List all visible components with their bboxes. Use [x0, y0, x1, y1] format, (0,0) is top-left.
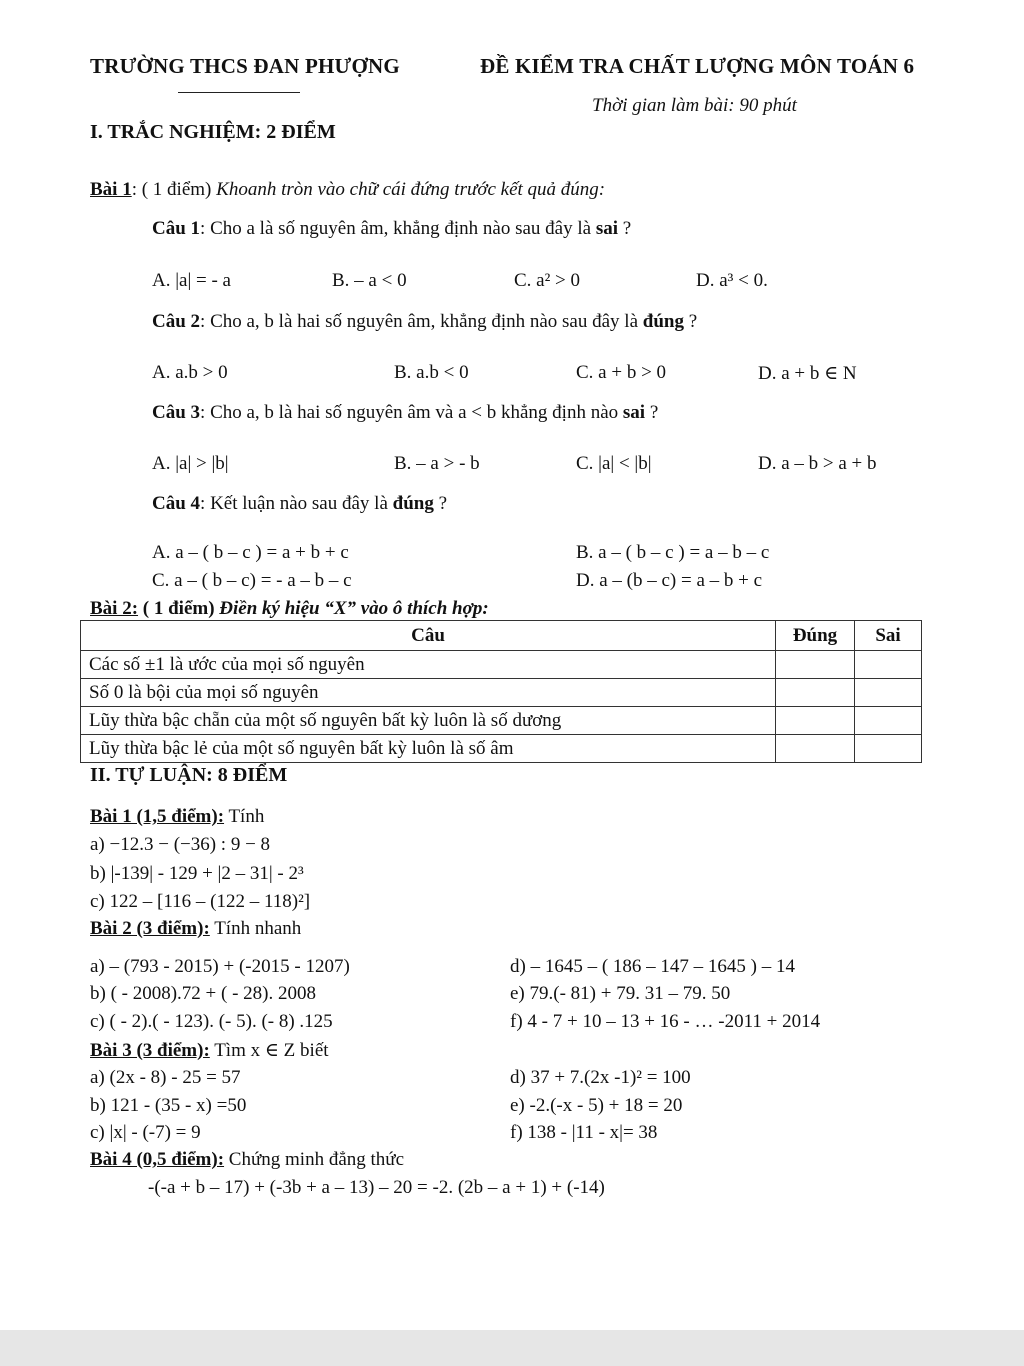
statement-cell: Lũy thừa bậc lẻ của một số nguyên bất kỳ luôn là số âm: [81, 735, 776, 763]
bai1-instruction: Khoanh tròn vào chữ cái đứng trước kết quả đúng:: [216, 179, 606, 200]
q2-option-b[interactable]: B. a.b < 0: [394, 362, 469, 383]
essay-bai3-d: d) 37 + 7.(2x -1)² = 100: [510, 1067, 691, 1088]
true-cell[interactable]: [776, 651, 855, 679]
q4-option-a[interactable]: A. a – ( b – c ) = a + b + c: [152, 542, 349, 563]
q4-option-b[interactable]: B. a – ( b – c ) = a – b – c: [576, 542, 770, 563]
bai1-label: Bài 1: [90, 179, 132, 200]
essay-bai3-heading: Bài 3 (3 điểm): Tìm x ∈ Z biết: [90, 1040, 329, 1061]
bai2-label: Bài 2:: [90, 598, 139, 619]
q1-option-b[interactable]: B. – a < 0: [332, 270, 407, 291]
essay-bai1-heading: Bài 1 (1,5 điểm): Tính: [90, 806, 265, 827]
q2-option-c[interactable]: C. a + b > 0: [576, 362, 667, 383]
question-3-label: Câu 3: [152, 402, 201, 423]
exam-title: ĐỀ KIỂM TRA CHẤT LƯỢNG MÔN TOÁN 6: [480, 54, 915, 78]
q3-option-a[interactable]: A. |a| > |b|: [152, 453, 229, 474]
table-row: [81, 679, 922, 707]
q1-option-a[interactable]: A. |a| = - a: [152, 270, 231, 291]
essay-bai3-b: b) 121 - (35 - x) =50: [90, 1095, 247, 1116]
table-header-row: [81, 621, 922, 651]
true-false-table: [80, 620, 922, 763]
essay-bai4-equation: -(-a + b – 17) + (-3b + a – 13) – 20 = -2. (2b – a + 1) + (-14): [148, 1177, 605, 1198]
viewer-footer-band: [0, 1330, 1024, 1366]
q4-option-c[interactable]: C. a – ( b – c) = - a – b – c: [152, 570, 352, 591]
true-cell[interactable]: [776, 707, 855, 735]
essay-bai2-d: d) – 1645 – ( 186 – 147 – 1645 ) – 14: [510, 956, 795, 977]
q4-option-d[interactable]: D. a – (b – c) = a – b + c: [576, 570, 763, 591]
essay-bai1-a: a) −12.3 − (−36) : 9 − 8: [90, 834, 271, 855]
column-header-true: Đúng: [776, 621, 855, 651]
q3-option-c[interactable]: C. |a| < |b|: [576, 453, 652, 474]
essay-bai1-c: c) 122 – [116 – (122 – 118)²]: [90, 891, 311, 912]
question-1-label: Câu 1: [152, 218, 201, 239]
table-row: [81, 707, 922, 735]
table-row: [81, 651, 922, 679]
essay-bai3-e: e) -2.(-x - 5) + 18 = 20: [510, 1095, 683, 1116]
question-2: Câu 2: Cho a, b là hai số nguyên âm, khẳng định nào sau đây là đúng ?: [152, 311, 698, 332]
essay-bai3-c: c) |x| - (-7) = 9: [90, 1122, 201, 1143]
question-4: Câu 4: Kết luận nào sau đây là đúng ?: [152, 493, 448, 514]
essay-bai3-a: a) (2x - 8) - 25 = 57: [90, 1067, 241, 1088]
false-cell[interactable]: [855, 651, 922, 679]
false-cell[interactable]: [855, 707, 922, 735]
bai1-points: : ( 1 điểm): [131, 179, 217, 200]
section-2-title: II. TỰ LUẬN: 8 ĐIỂM: [90, 764, 288, 786]
q3-option-b[interactable]: B. – a > - b: [394, 453, 480, 474]
essay-bai2-a: a) – (793 - 2015) + (-2015 - 1207): [90, 956, 350, 977]
school-name: TRƯỜNG THCS ĐAN PHƯỢNG: [90, 54, 400, 78]
true-cell[interactable]: [776, 735, 855, 763]
false-cell[interactable]: [855, 735, 922, 763]
true-cell[interactable]: [776, 679, 855, 707]
statement-cell: Số 0 là bội của mọi số nguyên: [81, 679, 776, 707]
question-4-label: Câu 4: [152, 493, 201, 514]
question-3: Câu 3: Cho a, b là hai số nguyên âm và a < b khẳng định nào sai ?: [152, 402, 659, 423]
column-header-statement: Câu: [81, 621, 776, 651]
essay-bai1-b: b) |-139| - 129 + |2 – 31| - 2³: [90, 863, 304, 884]
essay-bai4-heading: Bài 4 (0,5 điểm): Chứng minh đẳng thức: [90, 1149, 405, 1170]
essay-bai2-f: f) 4 - 7 + 10 – 13 + 16 - … -2011 + 2014: [510, 1011, 821, 1032]
q2-option-a[interactable]: A. a.b > 0: [152, 362, 228, 383]
question-1: Câu 1: Cho a là số nguyên âm, khẳng định nào sau đây là sai ?: [152, 218, 632, 239]
bai2-instruction: Điền ký hiệu “X” vào ô thích hợp:: [219, 598, 489, 619]
q2-option-d[interactable]: D. a + b ∈ N: [758, 363, 857, 384]
q3-option-d[interactable]: D. a – b > a + b: [758, 453, 877, 474]
section-1-title: I. TRẮC NGHIỆM: 2 ĐIỂM: [90, 121, 336, 143]
table-row: [81, 735, 922, 763]
essay-bai2-c: c) ( - 2).( - 123). (- 5). (- 8) .125: [90, 1011, 333, 1032]
bai1-heading: [90, 179, 605, 201]
bai2-heading: Bài 2: ( 1 điểm) Điền ký hiệu “X” vào ô thích hợp:: [90, 598, 489, 619]
false-cell[interactable]: [855, 679, 922, 707]
q1-option-c[interactable]: C. a² > 0: [514, 270, 581, 291]
essay-bai3-f: f) 138 - |11 - x|= 38: [510, 1122, 658, 1143]
essay-bai2-e: e) 79.(- 81) + 79. 31 – 79. 50: [510, 983, 731, 1004]
exam-time: Thời gian làm bài: 90 phút: [592, 95, 797, 116]
school-underline: [178, 92, 300, 93]
essay-bai2-b: b) ( - 2008).72 + ( - 28). 2008: [90, 983, 317, 1004]
q1-option-d[interactable]: D. a³ < 0.: [696, 270, 768, 291]
essay-bai2-heading: Bài 2 (3 điểm): Tính nhanh: [90, 918, 302, 939]
column-header-false: Sai: [855, 621, 922, 651]
statement-cell: Các số ±1 là ước của mọi số nguyên: [81, 651, 776, 679]
question-2-label: Câu 2: [152, 311, 201, 332]
statement-cell: Lũy thừa bậc chẵn của một số nguyên bất kỳ luôn là số dương: [81, 707, 776, 735]
